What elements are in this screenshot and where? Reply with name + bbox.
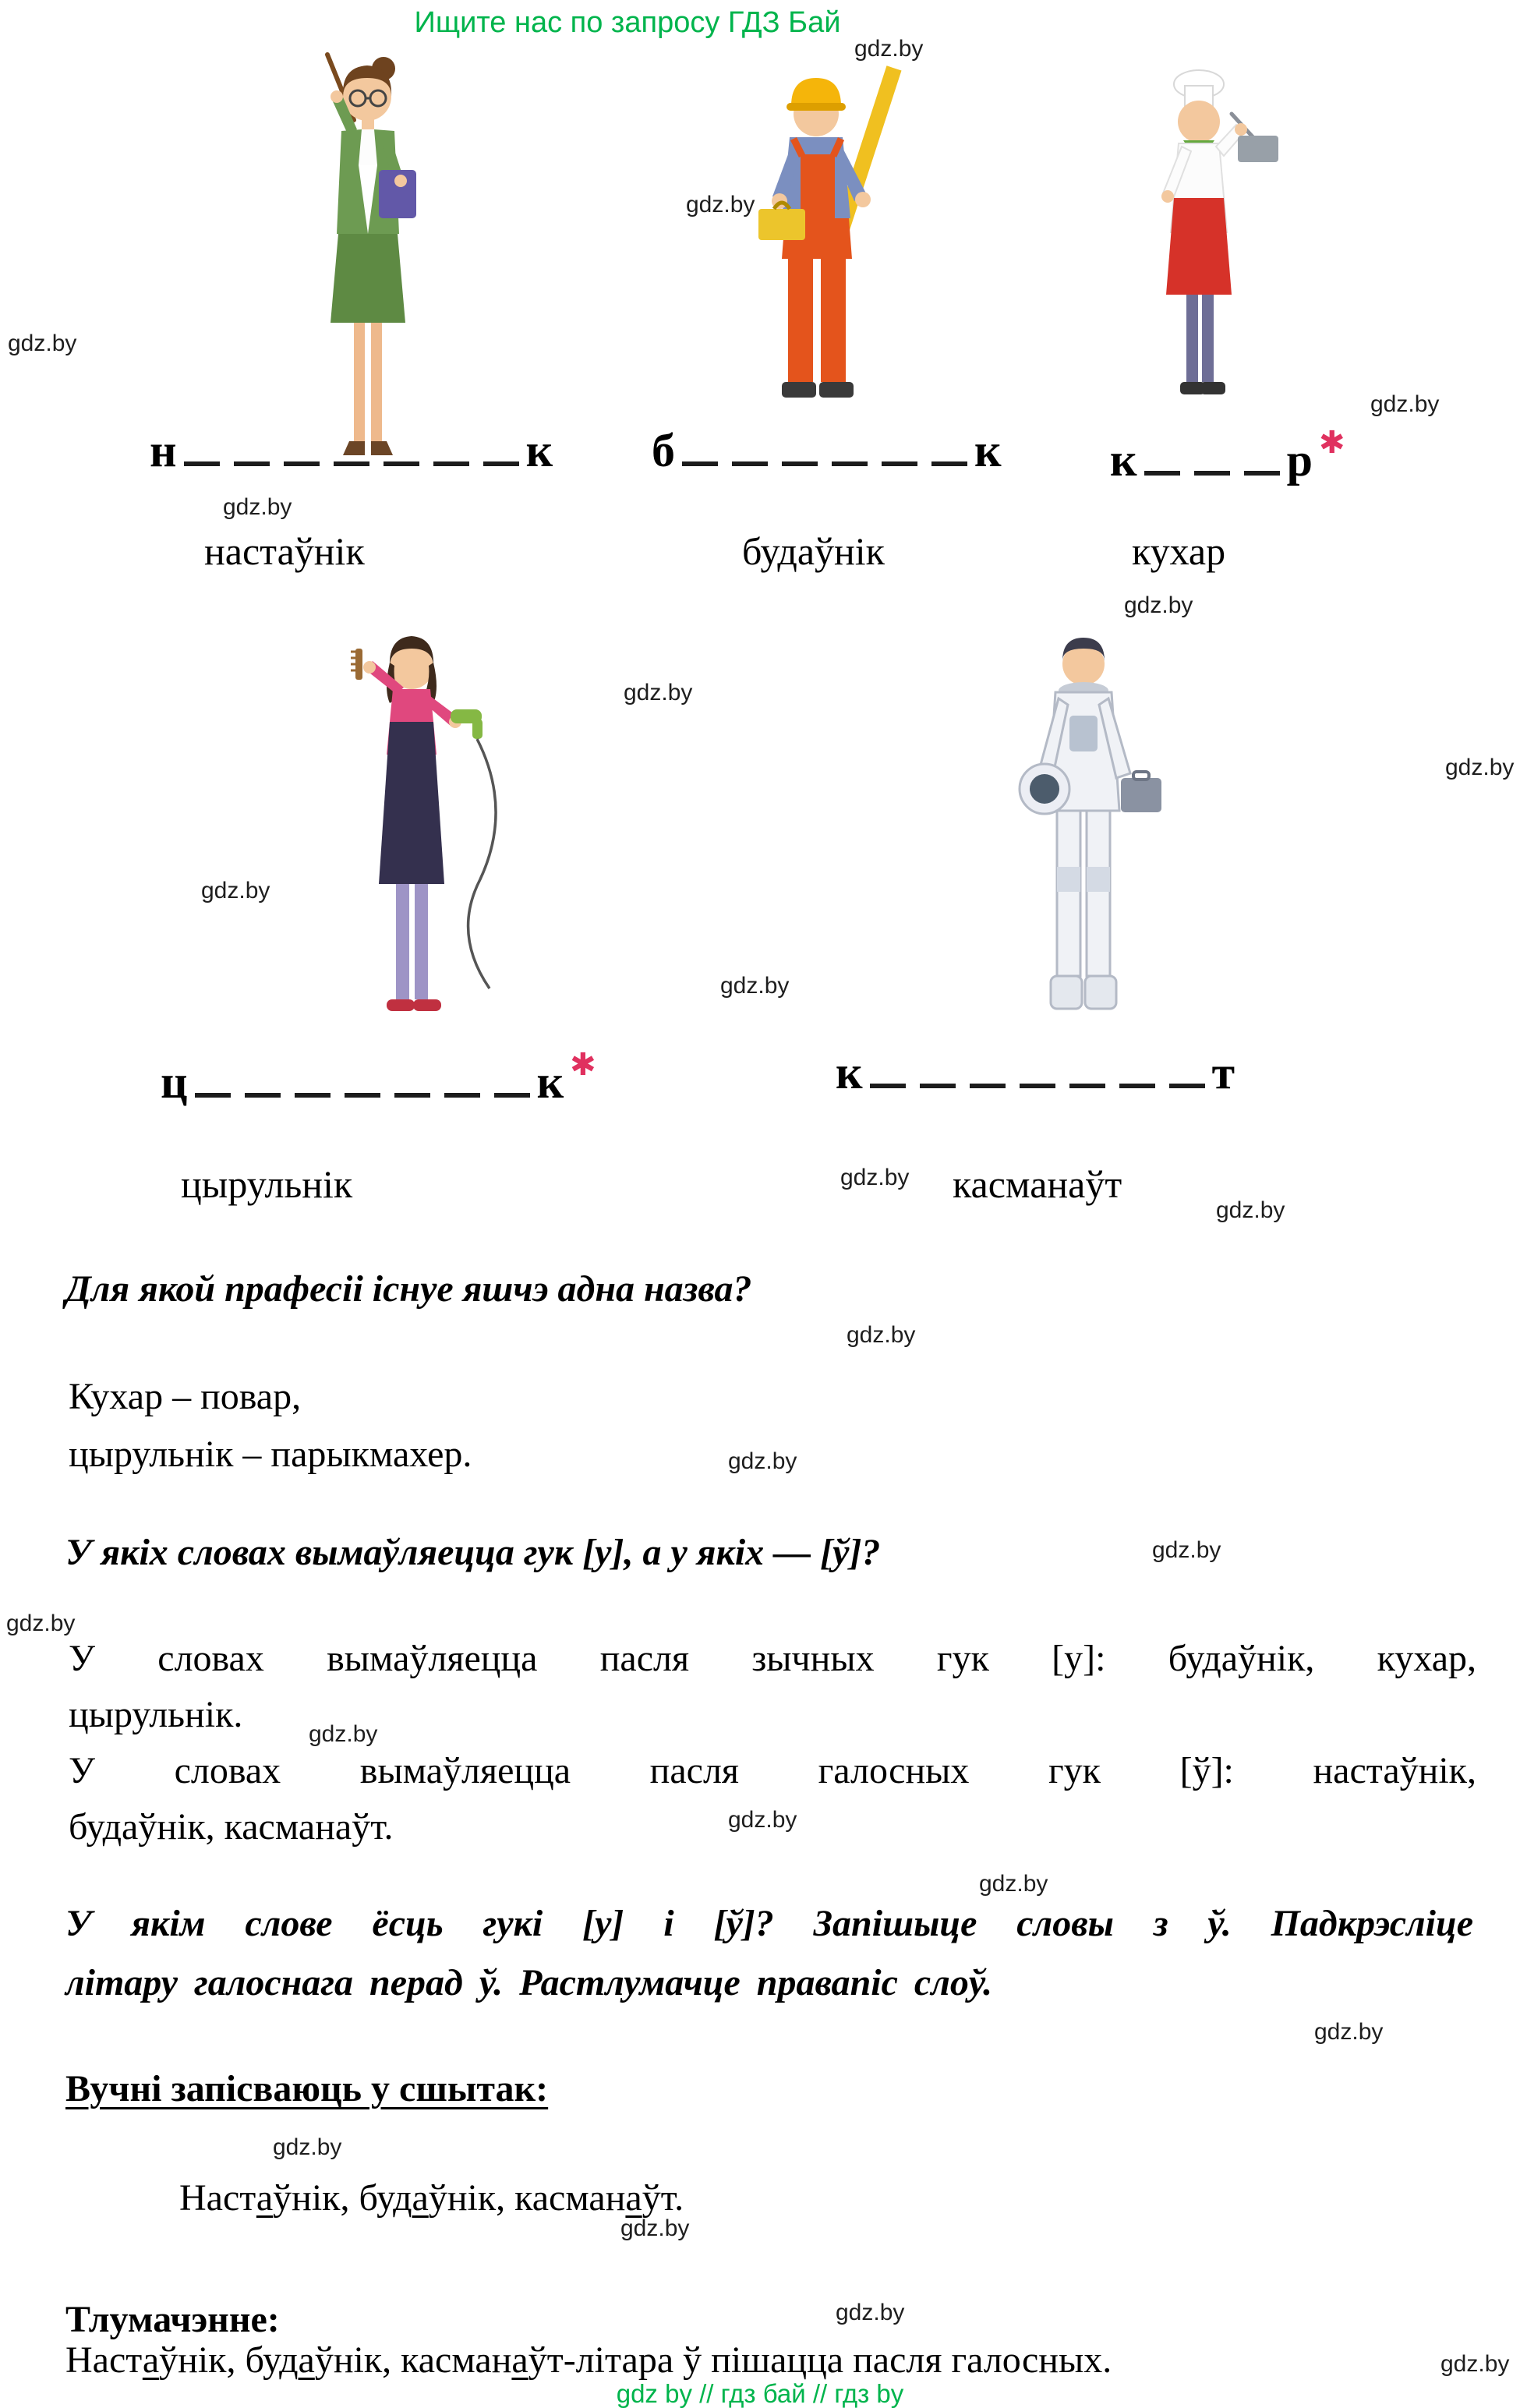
puzzle-blank-line — [931, 461, 967, 466]
word-puzzle-builder — [652, 427, 1002, 474]
puzzle-blank-line — [832, 461, 868, 466]
gdz-watermark: gdz.by — [1124, 592, 1193, 618]
gdz-watermark: gdz.by — [309, 1721, 378, 1747]
gdz-watermark: gdz.by — [1152, 1537, 1221, 1563]
puzzle-first-letter: б — [652, 425, 675, 476]
puzzle-blank-line — [295, 1093, 331, 1098]
teacher-figure-svg — [287, 48, 451, 481]
word-puzzle-teacher — [150, 427, 553, 474]
text-segment: Наст — [179, 2177, 256, 2219]
gdz-watermark: gdz.by — [1445, 755, 1515, 780]
builder-illustration — [713, 56, 931, 450]
gdz-watermark: gdz.by — [1216, 1197, 1285, 1223]
gdz-watermark: gdz.by — [728, 1807, 797, 1833]
asterisk-mark: ✱ — [1318, 425, 1345, 460]
puzzle-blank-line — [284, 461, 320, 466]
puzzle-blank-line — [345, 1093, 380, 1098]
word-puzzle-hairdresser — [161, 1047, 596, 1108]
cook-figure-svg — [1121, 64, 1300, 415]
puzzle-blank-line — [1020, 1084, 1055, 1088]
gdz-watermark: gdz.by — [1440, 2351, 1510, 2377]
underlined-letter: а — [142, 2339, 160, 2381]
underlined-letter: а — [412, 2177, 429, 2219]
underlined-letter: а — [298, 2339, 315, 2381]
question-sound-u: У якіх словах вымаўляецца гук [у], а у якіх — [ў]? — [65, 1532, 881, 1573]
gdz-watermark: gdz.by — [624, 680, 693, 705]
puzzle-blank-line — [1069, 1084, 1105, 1088]
cosmonaut-figure-svg — [973, 628, 1199, 1049]
puzzle-blank-line — [1244, 471, 1280, 476]
answer-sound-u-line1: У словах вымаўляецца пасля зычных гук [у]: будаўнік, кухар, — [69, 1638, 1476, 1679]
puzzle-blank-line — [1194, 471, 1230, 476]
gdz-watermark: gdz.by — [8, 331, 77, 356]
gdz-watermark: gdz.by — [201, 878, 270, 903]
puzzle-blank-line — [1144, 471, 1180, 476]
puzzle-blank-line — [394, 1093, 430, 1098]
puzzle-first-letter: к — [1110, 434, 1137, 486]
puzzle-blank-line — [184, 461, 220, 466]
puzzle-blank-line — [245, 1093, 281, 1098]
puzzle-blank-line — [870, 1084, 906, 1088]
hairdresser-illustration — [327, 622, 530, 1039]
gdz-watermark: gdz.by — [854, 36, 924, 62]
puzzle-first-letter: ц — [161, 1056, 188, 1108]
underlined-letter: а — [625, 2177, 642, 2219]
puzzle-blank-line — [334, 461, 369, 466]
gdz-watermark: gdz.by — [6, 1611, 76, 1636]
puzzle-first-letter: н — [150, 425, 177, 476]
answer-sound-uw-line1: У словах вымаўляецца пасля галосных гук [ў]: настаўнік, — [69, 1750, 1476, 1791]
gdz-watermark: gdz.by — [1370, 391, 1440, 417]
question-write-words-line2: літару галоснага перад ў. Растлумачце правапіс слоў. — [65, 1962, 993, 2003]
puzzle-blank-line — [882, 461, 917, 466]
gdz-watermark: gdz.by — [840, 1165, 910, 1190]
word-label-hairdresser: цырульнік — [181, 1162, 353, 1206]
puzzle-last-letter: к — [536, 1056, 564, 1108]
answer-cook-synonym: Кухар – повар, — [69, 1376, 302, 1417]
question-write-words-line1: У якім слове ёсць гукі [у] і [ў]? Запішыце словы з ў. Падкрэсліце — [65, 1903, 1473, 1944]
word-label-cook: кухар — [1132, 529, 1226, 573]
builder-figure-svg — [713, 56, 931, 446]
puzzle-blank-line — [483, 461, 519, 466]
puzzle-blank-line — [195, 1093, 231, 1098]
puzzle-blank-line — [234, 461, 270, 466]
word-label-teacher: настаўнік — [204, 529, 365, 573]
text-segment: ўнік, буд — [159, 2339, 299, 2381]
puzzle-blank-line — [1169, 1084, 1205, 1088]
word-label-cosmonaut: касманаўт — [953, 1162, 1122, 1206]
puzzle-blank-line — [384, 461, 419, 466]
gdz-watermark: gdz.by — [720, 973, 790, 999]
gdz-watermark: gdz.by — [273, 2134, 342, 2160]
puzzle-blank-line — [920, 1084, 956, 1088]
gdz-watermark: gdz.by — [686, 192, 755, 217]
gdz-watermark: gdz.by — [847, 1322, 916, 1348]
puzzle-blank-line — [433, 461, 469, 466]
gdz-watermark: gdz.by — [1314, 2019, 1384, 2045]
gdz-watermark: gdz.by — [979, 1871, 1048, 1897]
promo-header: Ищите нас по запросу ГДЗ Бай — [414, 6, 841, 39]
puzzle-blank-line — [682, 461, 718, 466]
puzzle-blank-line — [444, 1093, 480, 1098]
word-label-builder: будаўнік — [742, 529, 885, 573]
text-segment: ўнік, касман — [314, 2339, 512, 2381]
promo-footer: gdz by // гдз бай // гдз by — [616, 2379, 904, 2408]
notebook-heading: Вучні запісваюць у сшытак: — [65, 2068, 549, 2109]
answer-hairdresser-synonym: цырульнік – парыкмахер. — [69, 1434, 472, 1475]
puzzle-first-letter: к — [836, 1047, 863, 1098]
question-profession-other-name: Для якой прафесіі існуе яшчэ адна назва? — [65, 1268, 752, 1310]
answer-sound-u-line2: цырульнік. — [69, 1694, 243, 1735]
text-segment: ўнік, касман — [428, 2177, 626, 2219]
teacher-illustration — [287, 48, 451, 485]
gdz-watermark: gdz.by — [223, 494, 292, 520]
puzzle-blank-line — [732, 461, 768, 466]
puzzle-last-letter: р — [1286, 434, 1313, 486]
gdz-watermark: gdz.by — [728, 1448, 797, 1474]
puzzle-last-letter: т — [1211, 1047, 1235, 1098]
underlined-letter: а — [511, 2339, 528, 2381]
underlined-letter: а — [256, 2177, 274, 2219]
notebook-entry — [179, 2176, 684, 2219]
text-segment: Наст — [65, 2339, 143, 2381]
text-segment: ўт. — [642, 2177, 684, 2219]
word-puzzle-cosmonaut — [836, 1049, 1235, 1096]
text-segment: ўт-літара ў пішацца пасля галосных. — [528, 2339, 1112, 2381]
explanation-heading: Тлумачэнне: — [65, 2299, 280, 2340]
hairdresser-figure-svg — [327, 622, 530, 1035]
puzzle-blank-line — [970, 1084, 1006, 1088]
puzzle-blank-line — [494, 1093, 530, 1098]
answer-sound-uw-line2: будаўнік, касманаўт. — [69, 1806, 394, 1848]
puzzle-last-letter: к — [525, 425, 553, 476]
cook-illustration — [1121, 64, 1300, 419]
gdz-watermark: gdz.by — [836, 2300, 905, 2325]
puzzle-last-letter: к — [974, 425, 1002, 476]
gdz-watermark: gdz.by — [620, 2215, 690, 2241]
explanation-text — [65, 2339, 1112, 2381]
puzzle-blank-line — [1119, 1084, 1155, 1088]
puzzle-blank-line — [782, 461, 818, 466]
word-puzzle-cook — [1110, 425, 1345, 486]
asterisk-mark: ✱ — [570, 1047, 596, 1082]
cosmonaut-illustration — [973, 628, 1199, 1053]
text-segment: ўнік, буд — [273, 2177, 412, 2219]
